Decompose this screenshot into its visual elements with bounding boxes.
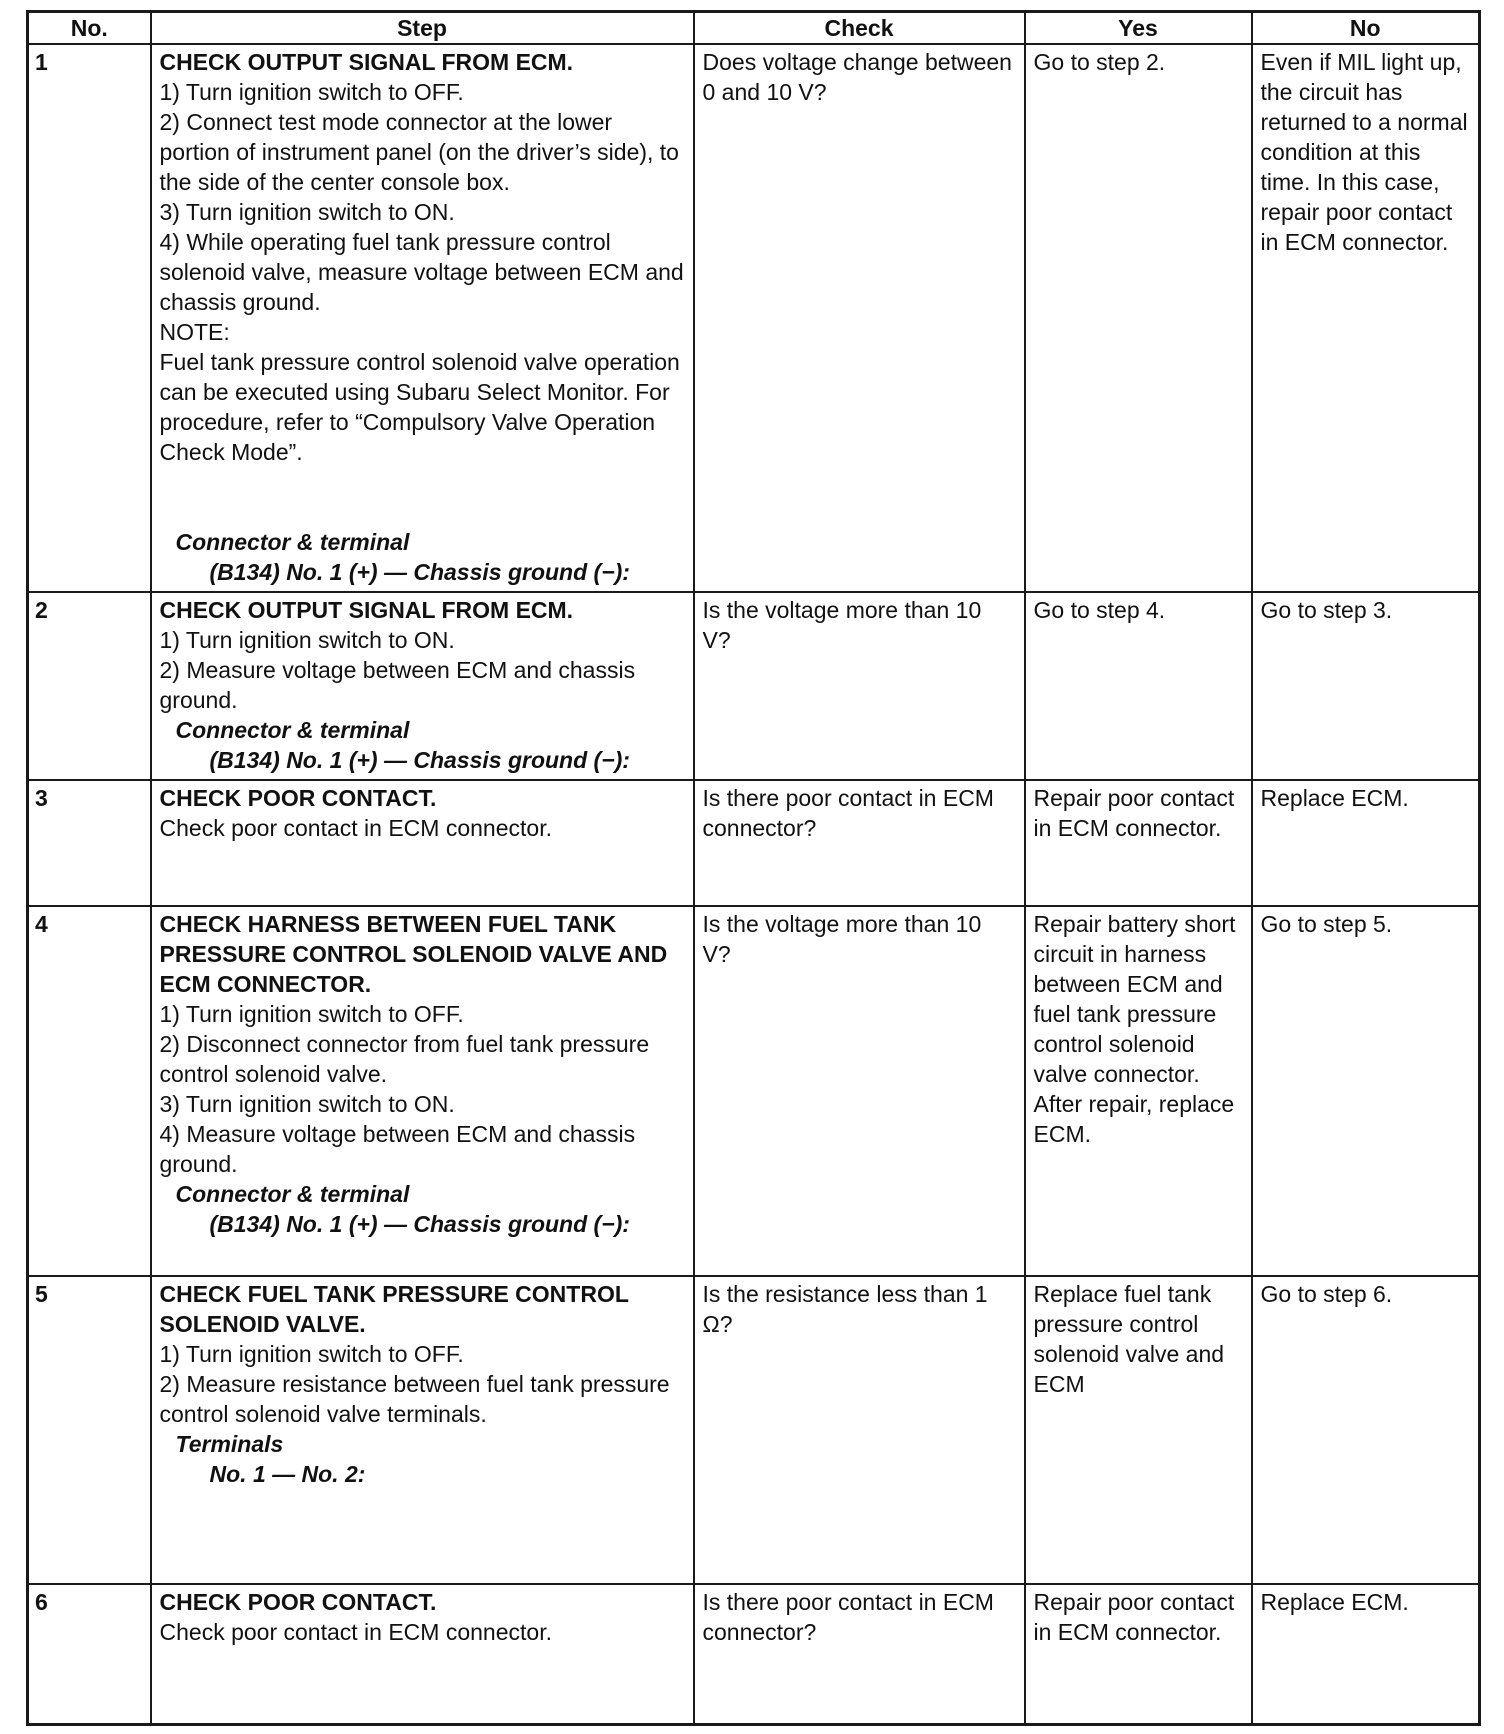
step-cell: [151, 1276, 694, 1584]
spec-label: Connector & terminal: [175, 1181, 410, 1207]
step-title: CHECK POOR CONTACT.: [159, 785, 437, 811]
yes-cell: Replace fuel tank pressure control solenoid valve and ECM: [1025, 1276, 1252, 1584]
no-action-cell: Even if MIL light up, the circuit has returned to a normal condition at this time. In this case, repair poor contact in ECM connector.: [1252, 44, 1480, 592]
no-action-cell: Replace ECM.: [1252, 1584, 1480, 1725]
step-line: 2) Measure voltage between ECM and chassis ground.: [159, 657, 636, 713]
step-line: 1) Turn ignition switch to OFF.: [159, 1341, 464, 1367]
check-cell: Is there poor contact in ECM connector?: [694, 1584, 1025, 1725]
spec-value: (B134) No. 1 (+) — Chassis ground (−):: [209, 747, 630, 773]
no-action-cell: Go to step 6.: [1252, 1276, 1480, 1584]
yes-cell: Go to step 2.: [1025, 44, 1252, 592]
diagnostic-procedure-table: [26, 10, 1481, 1726]
header-row: [28, 12, 1480, 45]
step-line: 2) Connect test mode connector at the lower portion of instrument panel (on the driver’s side), to the side of the center console box.: [159, 109, 679, 195]
step-line: Fuel tank pressure control solenoid valve operation can be executed using Subaru Select Monitor. For procedure, refer to “Compulsory Valve Operation Check Mode”.: [159, 349, 680, 465]
spec-label: Connector & terminal: [175, 529, 410, 555]
table-row: [28, 780, 1480, 906]
step-cell: [151, 592, 694, 780]
step-line: 1) Turn ignition switch to ON.: [159, 627, 455, 653]
header-yes: Yes: [1025, 12, 1252, 45]
step-line: 2) Measure resistance between fuel tank pressure control solenoid valve terminals.: [159, 1371, 670, 1427]
check-cell: Does voltage change between 0 and 10 V?: [694, 44, 1025, 592]
table-row: [28, 1276, 1480, 1584]
check-cell: Is there poor contact in ECM connector?: [694, 780, 1025, 906]
step-line: 4) While operating fuel tank pressure control solenoid valve, measure voltage between ECM and chassis ground.: [159, 229, 684, 315]
header-no: No.: [28, 12, 151, 45]
spec-value: No. 1 — No. 2:: [209, 1461, 366, 1487]
step-number: 6: [28, 1584, 151, 1725]
spec-label: Connector & terminal: [175, 717, 410, 743]
yes-cell: Repair poor contact in ECM connector.: [1025, 780, 1252, 906]
step-title: CHECK FUEL TANK PRESSURE CONTROL SOLENOID VALVE.: [159, 1281, 629, 1337]
yes-cell: Repair battery short circuit in harness between ECM and fuel tank pressure control solenoid valve connector. After repair, replace ECM.: [1025, 906, 1252, 1276]
step-title: CHECK OUTPUT SIGNAL FROM ECM.: [159, 49, 574, 75]
no-action-cell: Go to step 3.: [1252, 592, 1480, 780]
table-row: [28, 44, 1480, 592]
step-cell: [151, 1584, 694, 1725]
step-line: 1) Turn ignition switch to OFF.: [159, 79, 464, 105]
step-line: 1) Turn ignition switch to OFF.: [159, 1001, 464, 1027]
step-title: CHECK OUTPUT SIGNAL FROM ECM.: [159, 597, 574, 623]
header-no-action: No: [1252, 12, 1480, 45]
check-cell: Is the resistance less than 1 Ω?: [694, 1276, 1025, 1584]
step-line: 4) Measure voltage between ECM and chassis ground.: [159, 1121, 636, 1177]
spacer: [160, 467, 685, 527]
step-line: Check poor contact in ECM connector.: [159, 815, 552, 841]
no-action-cell: Replace ECM.: [1252, 780, 1480, 906]
step-number: 2: [28, 592, 151, 780]
table-row: [28, 906, 1480, 1276]
step-cell: [151, 906, 694, 1276]
no-action-cell: Go to step 5.: [1252, 906, 1480, 1276]
step-title: CHECK HARNESS BETWEEN FUEL TANK PRESSURE CONTROL SOLENOID VALVE AND ECM CONNECTOR.: [159, 911, 668, 997]
spec-value: (B134) No. 1 (+) — Chassis ground (−):: [209, 1211, 630, 1237]
table-row: [28, 1584, 1480, 1725]
step-number: 3: [28, 780, 151, 906]
step-cell: [151, 44, 694, 592]
table-row: [28, 592, 1480, 780]
header-step: Step: [151, 12, 694, 45]
step-title: CHECK POOR CONTACT.: [159, 1589, 437, 1615]
step-line: 2) Disconnect connector from fuel tank pressure control solenoid valve.: [159, 1031, 650, 1087]
step-line: 3) Turn ignition switch to ON.: [159, 1091, 455, 1117]
step-line: Check poor contact in ECM connector.: [159, 1619, 552, 1645]
check-cell: Is the voltage more than 10 V?: [694, 906, 1025, 1276]
step-line: 3) Turn ignition switch to ON.: [159, 199, 455, 225]
check-cell: Is the voltage more than 10 V?: [694, 592, 1025, 780]
step-cell: [151, 780, 694, 906]
step-number: 1: [28, 44, 151, 592]
header-check: Check: [694, 12, 1025, 45]
yes-cell: Go to step 4.: [1025, 592, 1252, 780]
yes-cell: Repair poor contact in ECM connector.: [1025, 1584, 1252, 1725]
spec-label: Terminals: [175, 1431, 284, 1457]
step-line: NOTE:: [159, 319, 230, 345]
step-number: 5: [28, 1276, 151, 1584]
spec-value: (B134) No. 1 (+) — Chassis ground (−):: [209, 559, 630, 585]
step-number: 4: [28, 906, 151, 1276]
